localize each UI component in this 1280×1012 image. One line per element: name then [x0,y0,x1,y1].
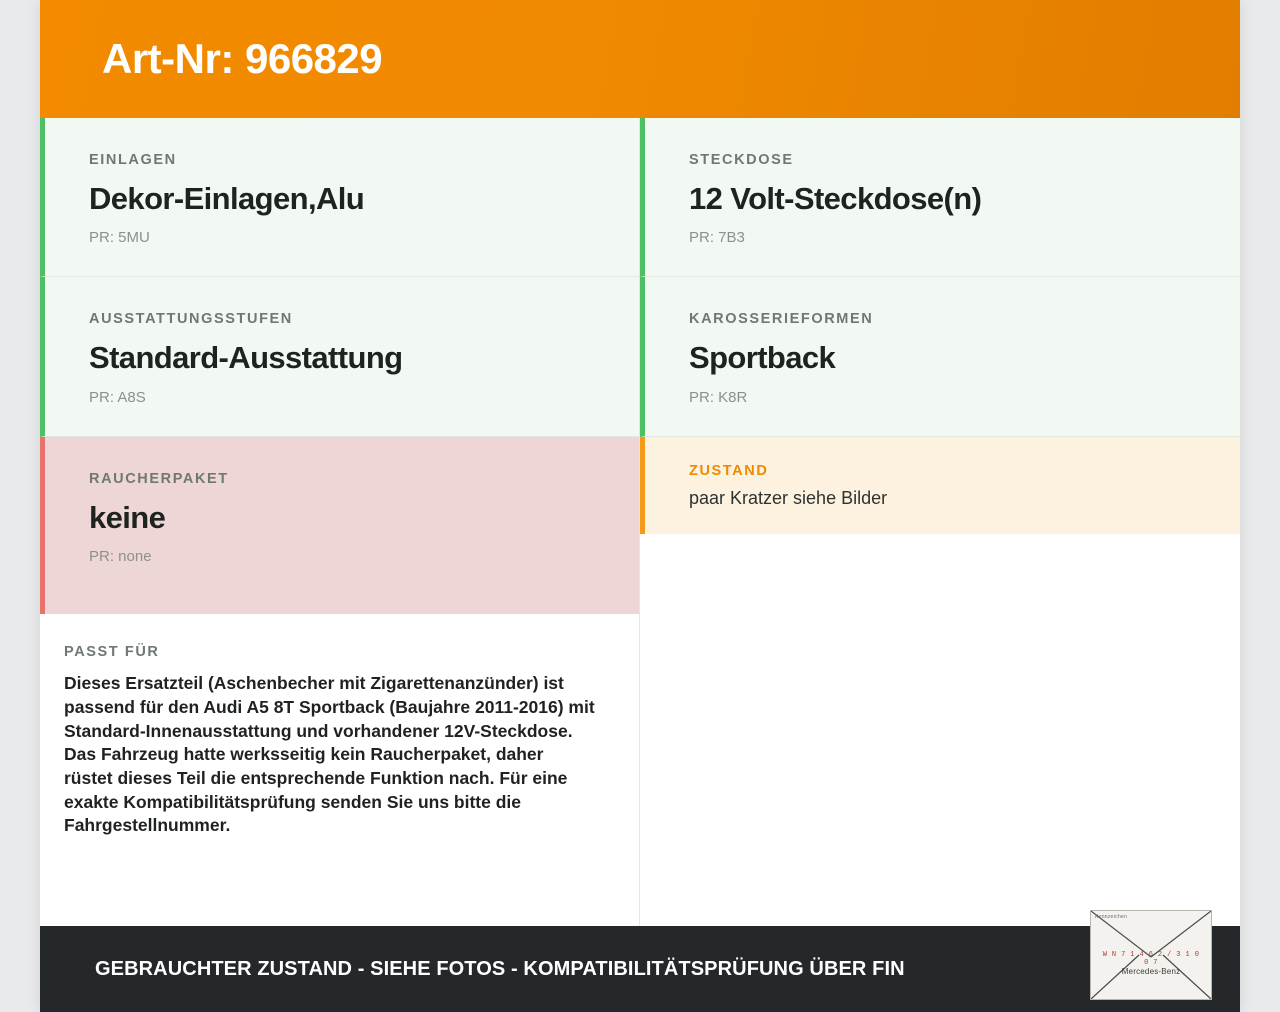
spec-value: Dekor-Einlagen,Alu [89,181,365,216]
spec-column-right-lower [640,437,1240,614]
spec-label: ZUSTAND [689,462,769,479]
spec-pr-code: PR: none [89,548,152,566]
spec-label: KAROSSERIEFORMEN [689,311,874,328]
spacer-cell [640,534,1240,614]
footer-notice: GEBRAUCHTER ZUSTAND - SIEHE FOTOS - KOMPATIBILITÄTSPRÜFUNG ÜBER FIN [95,957,905,980]
spec-cell-raucherpaket [40,437,640,614]
stamp-code-text: W N 7 1 4 6 2 / 3 1 0 0 7 [1102,951,1200,967]
spec-cell-steckdose [640,118,1240,277]
fits-for-text: Dieses Ersatzteil (Aschenbecher mit Zigarettenanzünder) ist passend für den Audi A5 8T Sportback (Baujahre 2011-2016) mit Standard-Innenausstattung und vorhandener 12V-Steckdose. Das Fahrzeug hatte werksseitig kein Raucherpaket, daher rüstet dieses Teil die entsprechende Funktion nach. Für eine exakte Kompatibilitätsprüfung senden Sie uns bitte die Fahrgestellnummer. [64,673,595,836]
spec-value: paar Kratzer siehe Bilder [689,487,888,508]
spec-value: Standard-Ausstattung [89,340,403,376]
spec-cell-zustand [640,437,1240,534]
spec-grid [40,118,1240,614]
spec-pr-code: PR: A8S [89,388,146,406]
fits-for-label: PASST FÜR [64,644,160,661]
spec-label: AUSSTATTUNGSSTUFEN [89,311,293,328]
body-filler [640,614,1240,926]
spec-cell-karosserieformen [640,277,1240,436]
stamp-top-text: Kennzeichen [1095,914,1128,920]
spec-cell-ausstattungsstufen [40,277,640,436]
spec-label: EINLAGEN [89,152,177,168]
page-title: Art-Nr: 966829 [102,35,383,82]
spec-pr-code: PR: K8R [689,388,748,406]
spec-label: STECKDOSE [689,152,794,168]
vehicle-plate-stamp-icon [1090,910,1212,1000]
spec-pr-code: PR: 7B3 [689,229,745,247]
fits-for-block [40,614,640,926]
stamp-brand-text: Mercedes-Benz [1121,967,1181,976]
body-area [40,614,1240,926]
spec-cell-einlagen [40,118,640,277]
spec-value: Sportback [689,340,836,376]
spec-label: RAUCHERPAKET [89,470,229,487]
spec-value: 12 Volt-Steckdose(n) [689,181,982,216]
document-page [40,0,1240,1012]
page-header [40,0,1240,118]
page-footer [40,914,1240,1012]
spec-pr-code: PR: 5MU [89,229,150,247]
spec-value: keine [89,499,166,535]
